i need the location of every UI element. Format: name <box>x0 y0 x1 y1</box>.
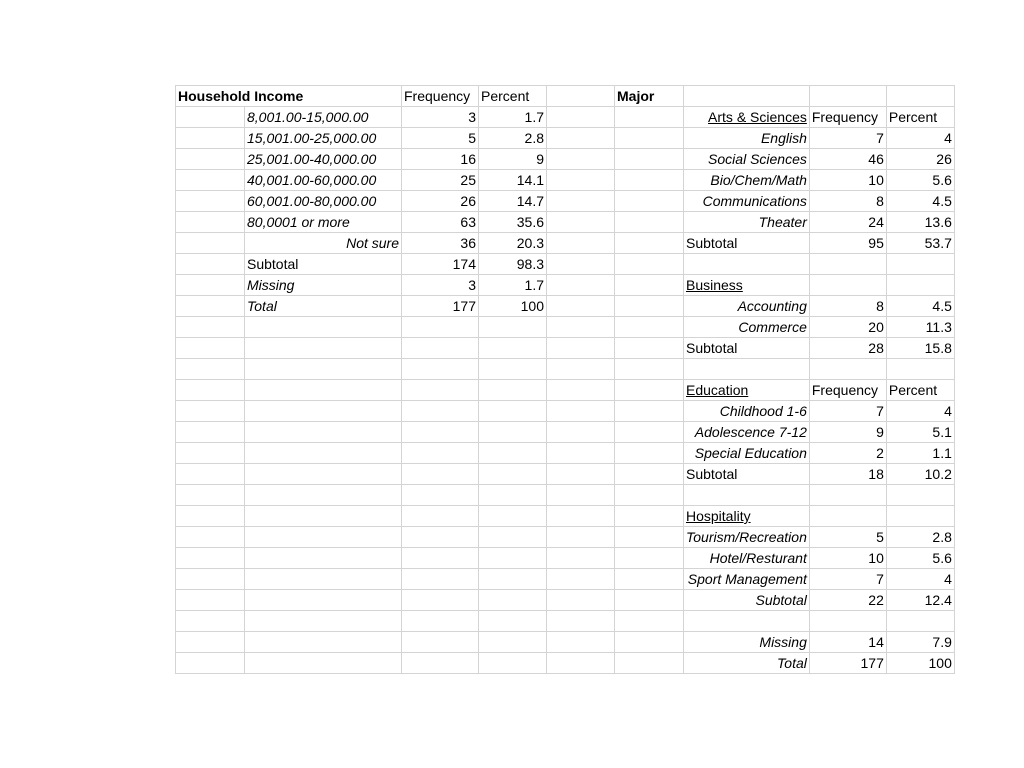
empty-cell[interactable] <box>479 338 547 359</box>
major-pct[interactable]: 5.6 <box>886 170 954 191</box>
empty-cell[interactable] <box>615 380 684 401</box>
sheet-row <box>176 128 955 149</box>
income-pct[interactable]: 14.7 <box>479 191 547 212</box>
hospitality-title[interactable]: Hospitality <box>684 506 810 527</box>
empty-cell[interactable] <box>479 359 547 380</box>
income-pct[interactable]: 35.6 <box>479 212 547 233</box>
sheet-row <box>176 443 955 464</box>
major-pct[interactable]: 4 <box>886 569 954 590</box>
empty-cell[interactable] <box>615 338 684 359</box>
education-col-frequency[interactable]: Frequency <box>809 380 886 401</box>
major-freq[interactable]: 18 <box>809 464 886 485</box>
income-header[interactable]: Household Income <box>176 86 402 107</box>
sheet-row <box>176 464 955 485</box>
empty-cell[interactable] <box>479 317 547 338</box>
major-label[interactable]: Bio/Chem/Math <box>684 170 810 191</box>
major-freq[interactable]: 2 <box>809 443 886 464</box>
empty-cell[interactable] <box>809 359 886 380</box>
major-pct[interactable]: 4 <box>886 401 954 422</box>
sheet-row <box>176 191 955 212</box>
major-pct[interactable]: 11.3 <box>886 317 954 338</box>
empty-cell[interactable] <box>547 653 615 674</box>
empty-cell[interactable] <box>547 107 615 128</box>
empty-cell[interactable] <box>547 443 615 464</box>
empty-cell[interactable] <box>547 485 615 506</box>
major-pct[interactable]: 7.9 <box>886 632 954 653</box>
empty-cell[interactable] <box>886 254 954 275</box>
income-label[interactable]: Missing <box>245 275 402 296</box>
sheet-row <box>176 338 955 359</box>
major-pct[interactable]: 10.2 <box>886 464 954 485</box>
empty-cell[interactable] <box>684 254 810 275</box>
major-freq[interactable]: 8 <box>809 191 886 212</box>
income-pct[interactable]: 9 <box>479 149 547 170</box>
empty-cell[interactable] <box>615 548 684 569</box>
income-label[interactable]: Total <box>245 296 402 317</box>
income-label[interactable]: 60,001.00-80,000.00 <box>245 191 402 212</box>
empty-cell[interactable] <box>547 275 615 296</box>
empty-cell[interactable] <box>402 422 479 443</box>
major-freq[interactable]: 28 <box>809 338 886 359</box>
major-freq[interactable]: 10 <box>809 548 886 569</box>
empty-cell[interactable] <box>176 443 245 464</box>
major-freq[interactable]: 5 <box>809 527 886 548</box>
major-pct[interactable]: 2.8 <box>886 527 954 548</box>
empty-cell[interactable] <box>615 212 684 233</box>
major-pct[interactable]: 15.8 <box>886 338 954 359</box>
empty-cell[interactable] <box>176 128 245 149</box>
empty-cell[interactable] <box>402 527 479 548</box>
empty-cell[interactable] <box>176 107 245 128</box>
major-label[interactable]: Hotel/Resturant <box>684 548 810 569</box>
empty-cell[interactable] <box>176 338 245 359</box>
empty-cell[interactable] <box>684 485 810 506</box>
income-freq[interactable]: 25 <box>402 170 479 191</box>
empty-cell[interactable] <box>615 317 684 338</box>
empty-cell[interactable] <box>402 317 479 338</box>
income-label[interactable]: 80,0001 or more <box>245 212 402 233</box>
empty-cell[interactable] <box>547 611 615 632</box>
business-subtotal-label[interactable]: Subtotal <box>684 338 810 359</box>
major-freq[interactable]: 8 <box>809 296 886 317</box>
empty-cell[interactable] <box>245 506 402 527</box>
empty-cell[interactable] <box>402 401 479 422</box>
empty-cell[interactable] <box>245 464 402 485</box>
sheet-row <box>176 359 955 380</box>
major-pct[interactable]: 4.5 <box>886 191 954 212</box>
empty-cell[interactable] <box>176 632 245 653</box>
empty-cell[interactable] <box>479 653 547 674</box>
empty-cell[interactable] <box>176 611 245 632</box>
sheet-row <box>176 296 955 317</box>
arts-subtotal-label[interactable]: Subtotal <box>684 233 810 254</box>
major-freq[interactable]: 9 <box>809 422 886 443</box>
sheet-row <box>176 506 955 527</box>
empty-cell[interactable] <box>245 569 402 590</box>
education-subtotal-label[interactable]: Subtotal <box>684 464 810 485</box>
empty-cell[interactable] <box>547 317 615 338</box>
empty-cell[interactable] <box>547 380 615 401</box>
empty-cell[interactable] <box>402 443 479 464</box>
empty-cell[interactable] <box>547 590 615 611</box>
empty-cell[interactable] <box>176 191 245 212</box>
income-freq[interactable]: 174 <box>402 254 479 275</box>
sheet-row <box>176 275 955 296</box>
empty-cell[interactable] <box>176 548 245 569</box>
empty-cell[interactable] <box>886 485 954 506</box>
sheet-row <box>176 254 955 275</box>
major-freq[interactable]: 22 <box>809 590 886 611</box>
arts-col-percent[interactable]: Percent <box>886 107 954 128</box>
empty-cell[interactable] <box>615 170 684 191</box>
empty-cell[interactable] <box>886 611 954 632</box>
income-freq[interactable]: 5 <box>402 128 479 149</box>
sheet-row <box>176 422 955 443</box>
empty-cell[interactable] <box>176 149 245 170</box>
income-freq[interactable]: 63 <box>402 212 479 233</box>
empty-cell[interactable] <box>615 191 684 212</box>
empty-cell[interactable] <box>615 506 684 527</box>
empty-cell[interactable] <box>615 527 684 548</box>
empty-cell[interactable] <box>245 611 402 632</box>
income-pct[interactable]: 20.3 <box>479 233 547 254</box>
empty-cell[interactable] <box>176 590 245 611</box>
income-label[interactable]: 15,001.00-25,000.00 <box>245 128 402 149</box>
sheet-row <box>176 170 955 191</box>
empty-cell[interactable] <box>245 632 402 653</box>
empty-cell[interactable] <box>615 485 684 506</box>
empty-cell[interactable] <box>479 527 547 548</box>
empty-cell[interactable] <box>615 443 684 464</box>
major-pct[interactable]: 1.1 <box>886 443 954 464</box>
empty-cell[interactable] <box>176 569 245 590</box>
income-freq[interactable]: 26 <box>402 191 479 212</box>
empty-cell[interactable] <box>547 86 615 107</box>
empty-cell[interactable] <box>684 86 810 107</box>
empty-cell[interactable] <box>245 548 402 569</box>
empty-cell[interactable] <box>176 653 245 674</box>
sheet-row <box>176 149 955 170</box>
empty-cell[interactable] <box>615 569 684 590</box>
empty-cell[interactable] <box>547 254 615 275</box>
empty-cell[interactable] <box>402 506 479 527</box>
major-freq[interactable]: 177 <box>809 653 886 674</box>
empty-cell[interactable] <box>176 401 245 422</box>
empty-cell[interactable] <box>479 443 547 464</box>
empty-cell[interactable] <box>684 611 810 632</box>
empty-cell[interactable] <box>176 359 245 380</box>
major-freq[interactable]: 10 <box>809 170 886 191</box>
income-label[interactable]: 25,001.00-40,000.00 <box>245 149 402 170</box>
major-label[interactable]: Special Education <box>684 443 810 464</box>
empty-cell[interactable] <box>402 485 479 506</box>
empty-cell[interactable] <box>886 359 954 380</box>
major-pct[interactable]: 5.1 <box>886 422 954 443</box>
arts-title[interactable]: Arts & Sciences <box>684 107 810 128</box>
sheet-row <box>176 653 955 674</box>
major-pct[interactable]: 53.7 <box>886 233 954 254</box>
major-label[interactable]: Accounting <box>684 296 810 317</box>
empty-cell[interactable] <box>615 275 684 296</box>
sheet-row <box>176 632 955 653</box>
empty-cell[interactable] <box>479 590 547 611</box>
empty-cell[interactable] <box>547 359 615 380</box>
major-freq[interactable]: 46 <box>809 149 886 170</box>
empty-cell[interactable] <box>176 464 245 485</box>
major-pct[interactable]: 5.6 <box>886 548 954 569</box>
income-pct[interactable]: 2.8 <box>479 128 547 149</box>
empty-cell[interactable] <box>809 86 886 107</box>
empty-cell[interactable] <box>479 569 547 590</box>
empty-cell[interactable] <box>176 254 245 275</box>
empty-cell[interactable] <box>245 422 402 443</box>
empty-cell[interactable] <box>479 401 547 422</box>
major-freq[interactable]: 14 <box>809 632 886 653</box>
arts-col-frequency[interactable]: Frequency <box>809 107 886 128</box>
income-freq[interactable]: 3 <box>402 275 479 296</box>
empty-cell[interactable] <box>176 317 245 338</box>
empty-cell[interactable] <box>479 464 547 485</box>
major-freq[interactable]: 7 <box>809 128 886 149</box>
empty-cell[interactable] <box>176 506 245 527</box>
empty-cell[interactable] <box>479 548 547 569</box>
empty-cell[interactable] <box>615 128 684 149</box>
empty-cell[interactable] <box>176 527 245 548</box>
empty-cell[interactable] <box>809 611 886 632</box>
empty-cell[interactable] <box>547 422 615 443</box>
hospitality-subtotal-label[interactable]: Subtotal <box>684 590 810 611</box>
sheet-row <box>176 485 955 506</box>
empty-cell[interactable] <box>176 380 245 401</box>
empty-cell[interactable] <box>547 632 615 653</box>
income-freq[interactable]: 16 <box>402 149 479 170</box>
empty-cell[interactable] <box>245 590 402 611</box>
major-label[interactable]: Tourism/Recreation <box>684 527 810 548</box>
empty-cell[interactable] <box>615 632 684 653</box>
major-freq[interactable]: 7 <box>809 401 886 422</box>
empty-cell[interactable] <box>402 611 479 632</box>
empty-cell[interactable] <box>402 338 479 359</box>
sheet-row <box>176 590 955 611</box>
empty-cell[interactable] <box>547 296 615 317</box>
empty-cell[interactable] <box>547 506 615 527</box>
empty-cell[interactable] <box>615 653 684 674</box>
sheet-row <box>176 233 955 254</box>
empty-cell[interactable] <box>245 443 402 464</box>
major-pct[interactable]: 26 <box>886 149 954 170</box>
income-col-frequency[interactable]: Frequency <box>402 86 479 107</box>
empty-cell[interactable] <box>809 254 886 275</box>
sheet-row <box>176 611 955 632</box>
sheet-row <box>176 569 955 590</box>
empty-cell[interactable] <box>402 359 479 380</box>
empty-cell[interactable] <box>615 590 684 611</box>
income-pct[interactable]: 14.1 <box>479 170 547 191</box>
major-label[interactable]: English <box>684 128 810 149</box>
empty-cell[interactable] <box>615 149 684 170</box>
major-pct[interactable]: 4 <box>886 128 954 149</box>
income-label[interactable]: 40,001.00-60,000.00 <box>245 170 402 191</box>
empty-cell[interactable] <box>547 149 615 170</box>
sheet-row <box>176 86 955 107</box>
empty-cell[interactable] <box>402 380 479 401</box>
income-freq[interactable]: 3 <box>402 107 479 128</box>
empty-cell[interactable] <box>547 233 615 254</box>
major-pct[interactable]: 4.5 <box>886 296 954 317</box>
income-col-percent[interactable]: Percent <box>479 86 547 107</box>
empty-cell[interactable] <box>176 422 245 443</box>
empty-cell[interactable] <box>547 401 615 422</box>
major-label[interactable]: Sport Management <box>684 569 810 590</box>
empty-cell[interactable] <box>547 548 615 569</box>
empty-cell[interactable] <box>245 653 402 674</box>
sheet-row <box>176 401 955 422</box>
empty-cell[interactable] <box>615 296 684 317</box>
major-pct[interactable]: 13.6 <box>886 212 954 233</box>
empty-cell[interactable] <box>615 422 684 443</box>
empty-cell[interactable] <box>479 506 547 527</box>
major-label[interactable]: Communications <box>684 191 810 212</box>
major-label[interactable]: Commerce <box>684 317 810 338</box>
empty-cell[interactable] <box>479 422 547 443</box>
empty-cell[interactable] <box>402 464 479 485</box>
sheet-row <box>176 212 955 233</box>
empty-cell[interactable] <box>886 275 954 296</box>
income-subtotal-label[interactable]: Subtotal <box>245 254 402 275</box>
major-label[interactable]: Social Sciences <box>684 149 810 170</box>
major-label[interactable]: Theater <box>684 212 810 233</box>
income-freq[interactable]: 36 <box>402 233 479 254</box>
empty-cell[interactable] <box>547 170 615 191</box>
empty-cell[interactable] <box>547 191 615 212</box>
empty-cell[interactable] <box>615 464 684 485</box>
major-freq[interactable]: 7 <box>809 569 886 590</box>
empty-cell[interactable] <box>402 653 479 674</box>
empty-cell[interactable] <box>245 380 402 401</box>
major-missing-label[interactable]: Missing <box>684 632 810 653</box>
empty-cell[interactable] <box>245 359 402 380</box>
empty-cell[interactable] <box>402 632 479 653</box>
sheet-row <box>176 527 955 548</box>
business-title[interactable]: Business <box>684 275 810 296</box>
empty-cell[interactable] <box>886 506 954 527</box>
empty-cell[interactable] <box>615 254 684 275</box>
empty-cell[interactable] <box>245 401 402 422</box>
major-label[interactable]: Childhood 1-6 <box>684 401 810 422</box>
empty-cell[interactable] <box>809 485 886 506</box>
empty-cell[interactable] <box>547 569 615 590</box>
income-pct[interactable]: 1.7 <box>479 107 547 128</box>
major-label[interactable]: Adolescence 7-12 <box>684 422 810 443</box>
empty-cell[interactable] <box>479 632 547 653</box>
income-pct[interactable]: 1.7 <box>479 275 547 296</box>
income-label[interactable]: 8,001.00-15,000.00 <box>245 107 402 128</box>
empty-cell[interactable] <box>245 338 402 359</box>
sheet-row <box>176 317 955 338</box>
empty-cell[interactable] <box>245 485 402 506</box>
sheet-row <box>176 107 955 128</box>
empty-cell[interactable] <box>176 485 245 506</box>
empty-cell[interactable] <box>176 233 245 254</box>
empty-cell[interactable] <box>615 611 684 632</box>
empty-cell[interactable] <box>176 275 245 296</box>
empty-cell[interactable] <box>547 464 615 485</box>
empty-cell[interactable] <box>547 212 615 233</box>
income-label[interactable]: Not sure <box>245 233 402 254</box>
empty-cell[interactable] <box>176 170 245 191</box>
empty-cell[interactable] <box>245 527 402 548</box>
empty-cell[interactable] <box>547 338 615 359</box>
education-col-percent[interactable]: Percent <box>886 380 954 401</box>
empty-cell[interactable] <box>479 485 547 506</box>
major-freq[interactable]: 95 <box>809 233 886 254</box>
empty-cell[interactable] <box>615 107 684 128</box>
sheet-row <box>176 380 955 401</box>
education-title[interactable]: Education <box>684 380 810 401</box>
major-freq[interactable]: 20 <box>809 317 886 338</box>
empty-cell[interactable] <box>547 128 615 149</box>
empty-cell[interactable] <box>402 590 479 611</box>
empty-cell[interactable] <box>809 506 886 527</box>
empty-cell[interactable] <box>684 359 810 380</box>
empty-cell[interactable] <box>479 380 547 401</box>
empty-cell[interactable] <box>615 401 684 422</box>
empty-cell[interactable] <box>176 212 245 233</box>
empty-cell[interactable] <box>479 611 547 632</box>
empty-cell[interactable] <box>176 296 245 317</box>
empty-cell[interactable] <box>402 548 479 569</box>
major-pct[interactable]: 12.4 <box>886 590 954 611</box>
empty-cell[interactable] <box>615 233 684 254</box>
spreadsheet-grid <box>175 85 955 674</box>
major-header[interactable]: Major <box>615 86 684 107</box>
empty-cell[interactable] <box>886 86 954 107</box>
income-freq[interactable]: 177 <box>402 296 479 317</box>
major-freq[interactable]: 24 <box>809 212 886 233</box>
sheet-row <box>176 548 955 569</box>
major-pct[interactable]: 100 <box>886 653 954 674</box>
empty-cell[interactable] <box>809 275 886 296</box>
income-pct[interactable]: 100 <box>479 296 547 317</box>
income-pct[interactable]: 98.3 <box>479 254 547 275</box>
empty-cell[interactable] <box>245 317 402 338</box>
empty-cell[interactable] <box>547 527 615 548</box>
empty-cell[interactable] <box>615 359 684 380</box>
major-total-label[interactable]: Total <box>684 653 810 674</box>
empty-cell[interactable] <box>402 569 479 590</box>
